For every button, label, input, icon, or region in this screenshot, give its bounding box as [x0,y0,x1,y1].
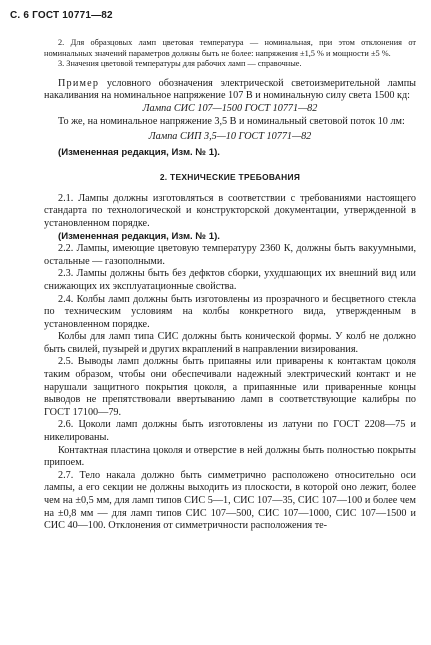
example-text-2: То же, на номинальное напряжение 3,5 В и номинальный световой поток 10 лм: [58,115,405,127]
page-header: С. 6 ГОСТ 10771—82 [10,10,113,21]
document-body [44,38,416,533]
note-2: 2. Для образцовых ламп цветовая температура — номинальная, при этом отклонения от номинальных значений параметров должны быть не более: напряжения ±1,5 % и мощности ±5 %. [44,38,416,58]
example-lead: Пример [58,77,100,89]
clause-2-7: 2.7. Тело накала должно быть симметрично расположено относительно оси лампы, а его секции не должны выходить из плоскости, в которой оно лежит, более чем на ±0,5 мм, для ламп типов СИС 5—1, СИС 107—35, СИС 107—100 и более чем на ±0,8 мм — для ламп типов СИС 107—500, СИС 107—1000, СИС 107—1500 и СИС 40—100. Отклонения от симметричности расположения те- [44,469,416,532]
clause-2-6-contact-plate: Контактная пластина цоколя и отверстие в ней должны быть полностью покрыты припоем. [44,444,416,469]
clause-2-4-bulb-shape: Колбы для ламп типа СИС должны быть конической формы. У колб не должно быть свилей, пузырей и других вкраплений в направлении визирования. [44,331,416,355]
clause-2-4: 2.4. Колбы ламп должны быть изготовлены из прозрачного и бесцветного стекла по техническим условиям на колбы конкретного вида, утвержденным в установленном порядке. [44,293,416,330]
clause-2-1: 2.1. Лампы должны изготовляться в соответствии с требованиями настоящего стандарта по технологической и конструкторской документации, утвержденной в установленном порядке. [44,192,416,229]
example-text-1: условного обозначения электрической светоизмерительной лампы накаливания на номинальное напряжение 107 В и номинальную силу света 1500 кд: [44,77,416,102]
section-title: 2. ТЕХНИЧЕСКИЕ ТРЕБОВАНИЯ [159,171,301,182]
clause-2-3: 2.3. Лампы должны быть без дефктов сборки, ухудшающих их внешний вид или снижающих их эксплуатационные свойства. [44,268,416,292]
note-3: 3. Значения цветовой температуры для рабочих ламп — справочные. [58,59,302,69]
clause-2-1-revision: (Измененная редакция, Изм. № 1). [58,230,220,242]
clause-2-5: 2.5. Выводы ламп должны быть припаяны или приварены к контактам цоколя таким образом, чтобы они обеспечивали надежный электрический контакт и не нарушали защитного покрытия цоколя, а припаянные или приваренные концы выводов не препятствовали ввертыванию ламп в соответствующие калибры по ГОСТ 17100—79. [44,356,416,418]
clause-2-6: 2.6. Цоколи ламп должны быть изготовлены из латуни по ГОСТ 2208—75 и никелированы. [44,419,416,444]
example-paragraph [44,78,416,103]
example-formula-1: Лампа СИС 107—1500 ГОСТ 10771—82 [142,102,318,114]
example-formula-2: Лампа СИП 3,5—10 ГОСТ 10771—82 [148,131,312,143]
clause-2-2: 2.2. Лампы, имеющие цветовую температуру 2360 К, должны быть вакуумными, остальные — газополными. [44,243,416,267]
example-revision: (Измененная редакция, Изм. № 1). [58,146,220,158]
